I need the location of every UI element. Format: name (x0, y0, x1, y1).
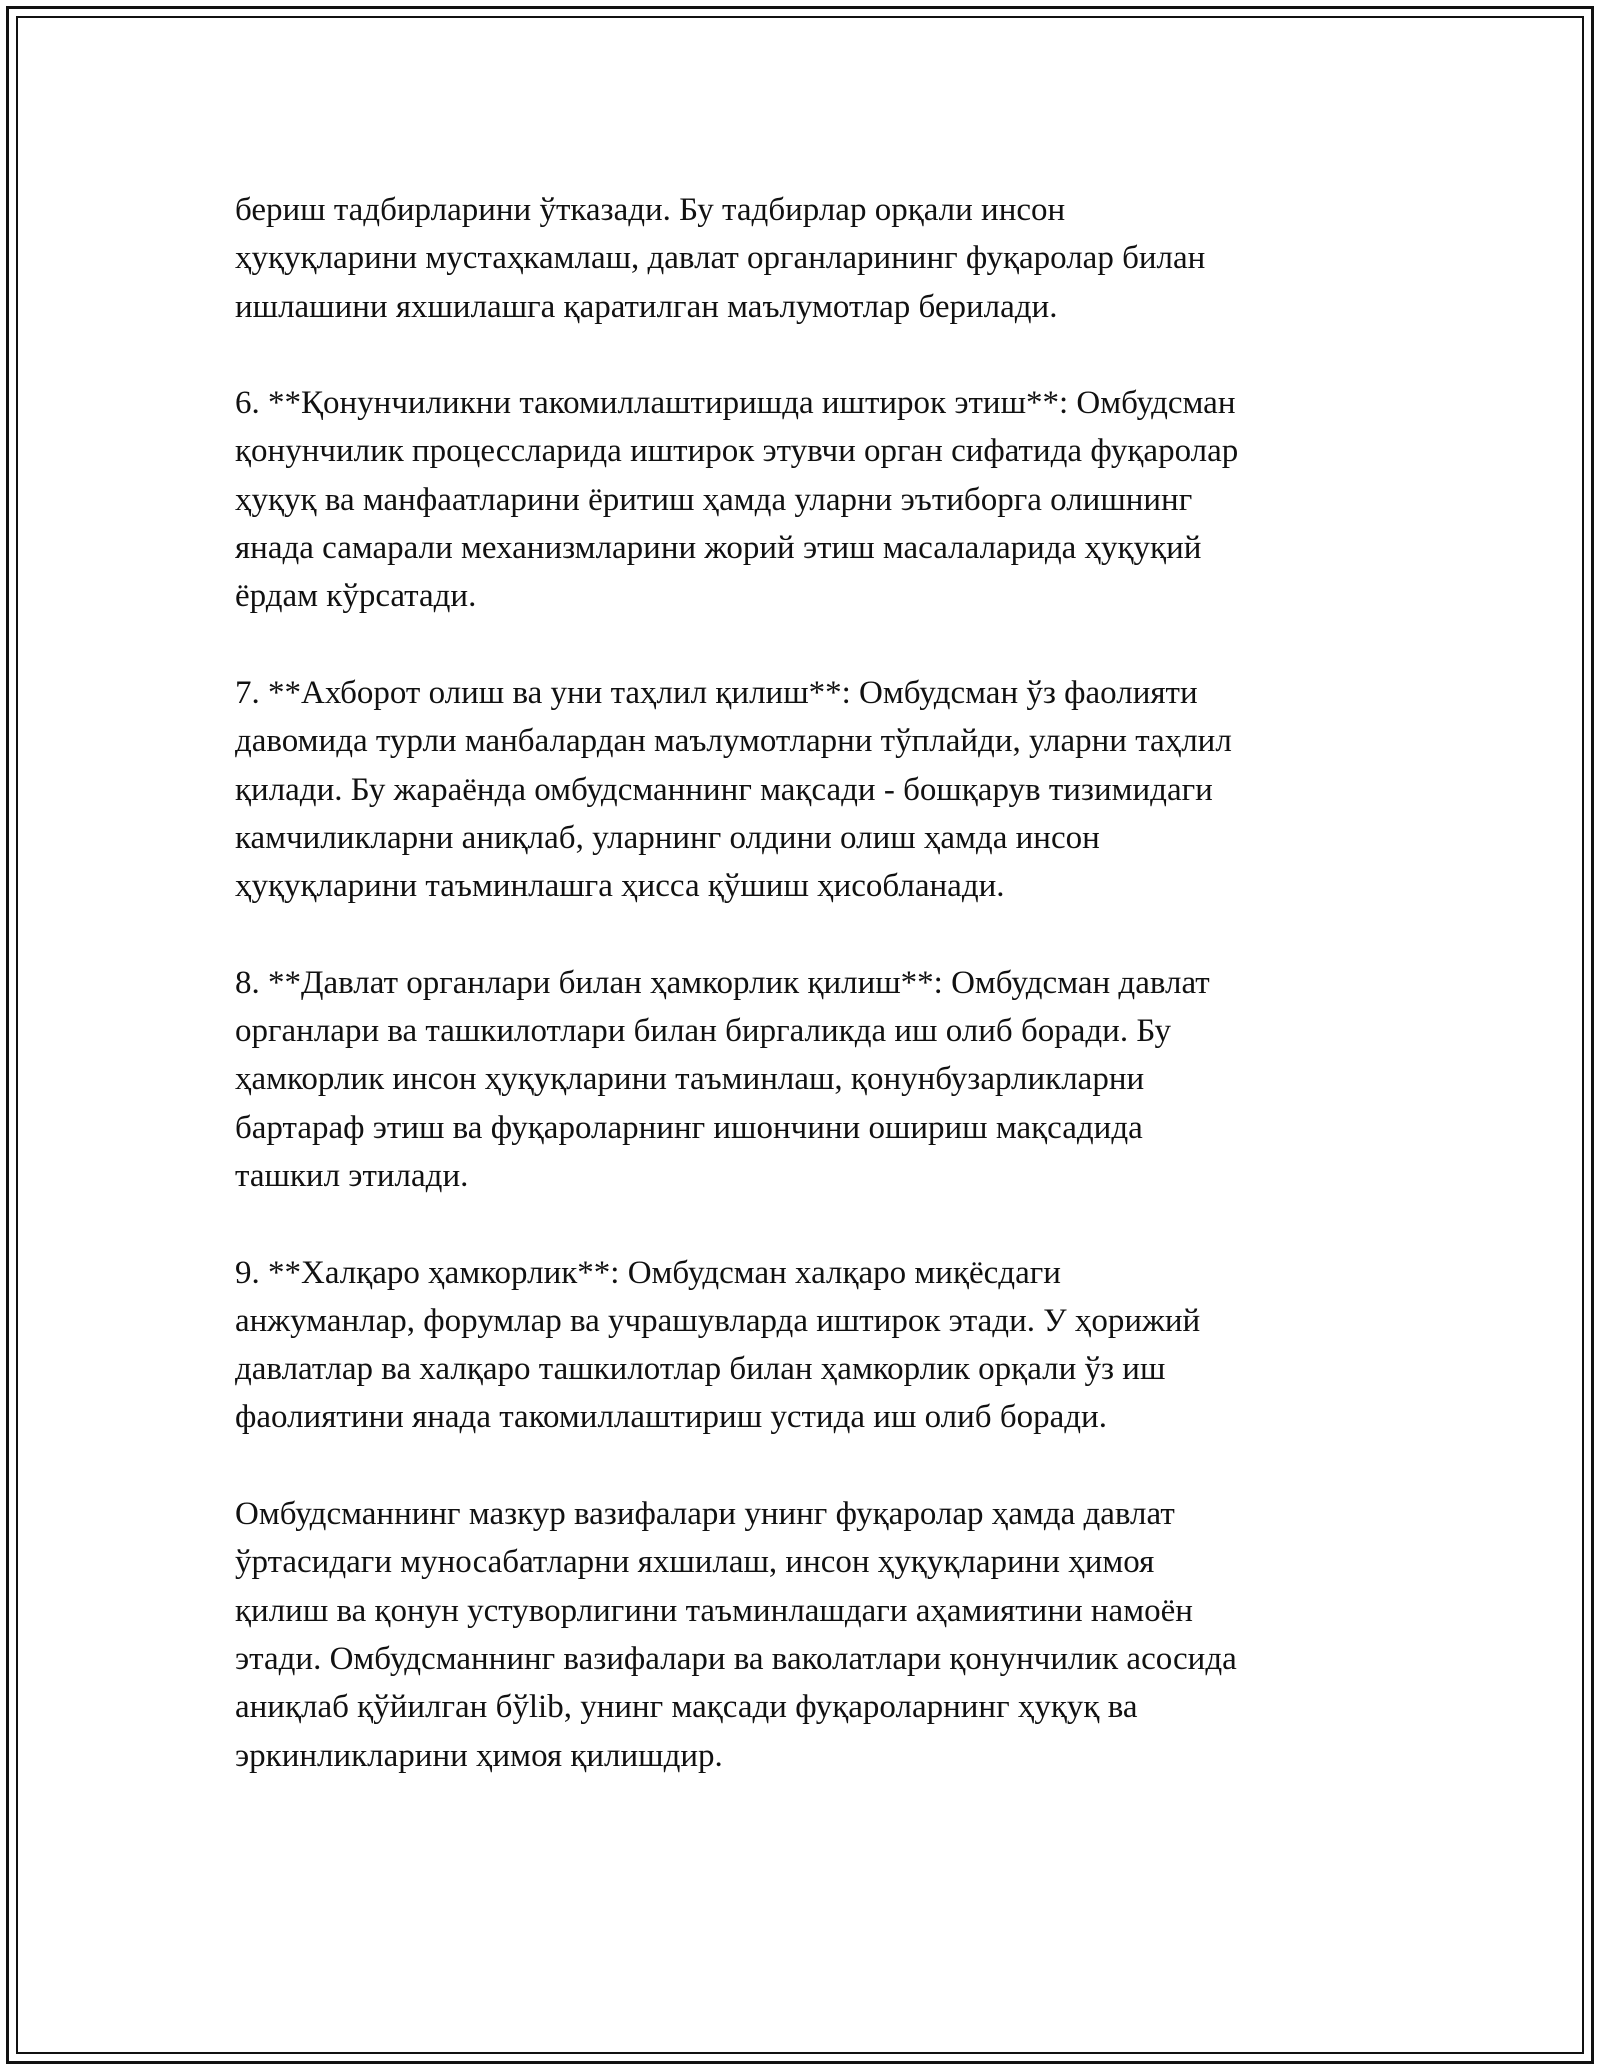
paragraph-item-9: 9. **Халқаро ҳамкорлик**: Омбудсман халқаро миқёсдаги анжуманлар, форумлар ва учрашувларда иштирок этади. У ҳорижий давлатлар ва халқаро ташкилотлар билан ҳамкорлик орқали ўз иш фаолиятини янада такомиллаштириш устида иш олиб боради. (235, 1254, 1201, 1436)
paragraph-item-6: 6. **Қонунчиликни такомиллаштиришда иштирок этиш**: Омбудсман қонунчилик процессларида иштирок этувчи орган сифатида фуқаролар ҳуқуқ ва манфаатларини ёритиш ҳамда уларни эътиборга олишнинг янада самарали механизмларини жорий этиш масалаларида ҳуқуқий ёрдам кўрсатади. (235, 385, 1239, 615)
paragraph-conclusion: Омбудсманнинг мазкур вазифалари унинг фуқаролар ҳамда давлат ўртасидаги муносабатларни яхшилаш, инсон ҳуқуқларини ҳимоя қилиш ва қонун устуворлигини таъминлашдаги аҳамиятини намоён этади. Омбудсманнинг вазифалари ва ваколатлари қонунчилик асосида аниқлаб қўйилган бўlib, унинг мақсади фуқароларнинг ҳуқуқ ва эркинликларини ҳимоя қилишдир. (235, 1496, 1237, 1774)
document-body (235, 186, 1370, 1828)
paragraph-intro-continuation: бериш тадбирларини ўтказади. Бу тадбирлар орқали инсон ҳуқуқларини мустаҳкамлаш, давлат органларининг фуқаролар билан ишлашини яхшилашга қаратилган маълумотлар берилади. (235, 192, 1206, 325)
paragraph-item-8: 8. **Давлат органлари билан ҳамкорлик қилиш**: Омбудсман давлат органлари ва ташкилотлари билан биргаликда иш олиб боради. Бу ҳамкорлик инсон ҳуқуқларини таъминлаш, қонунбузарликларни бартараф этиш ва фуқароларнинг ишончини ошириш мақсадида ташкил этилади. (235, 964, 1210, 1194)
paragraph-item-7: 7. **Ахборот олиш ва уни таҳлил қилиш**: Омбудсман ўз фаолияти давомида турли манбалардан маълумотларни тўплайди, уларни таҳлил қилади. Бу жараёнда омбудсманнинг мақсади - бошқарув тизимидаги камчиликларни аниқлаб, уларнинг олдини олиш ҳамда инсон ҳуқуқларини таъминлашга ҳисса қўшиш ҳисобланади. (235, 674, 1232, 905)
